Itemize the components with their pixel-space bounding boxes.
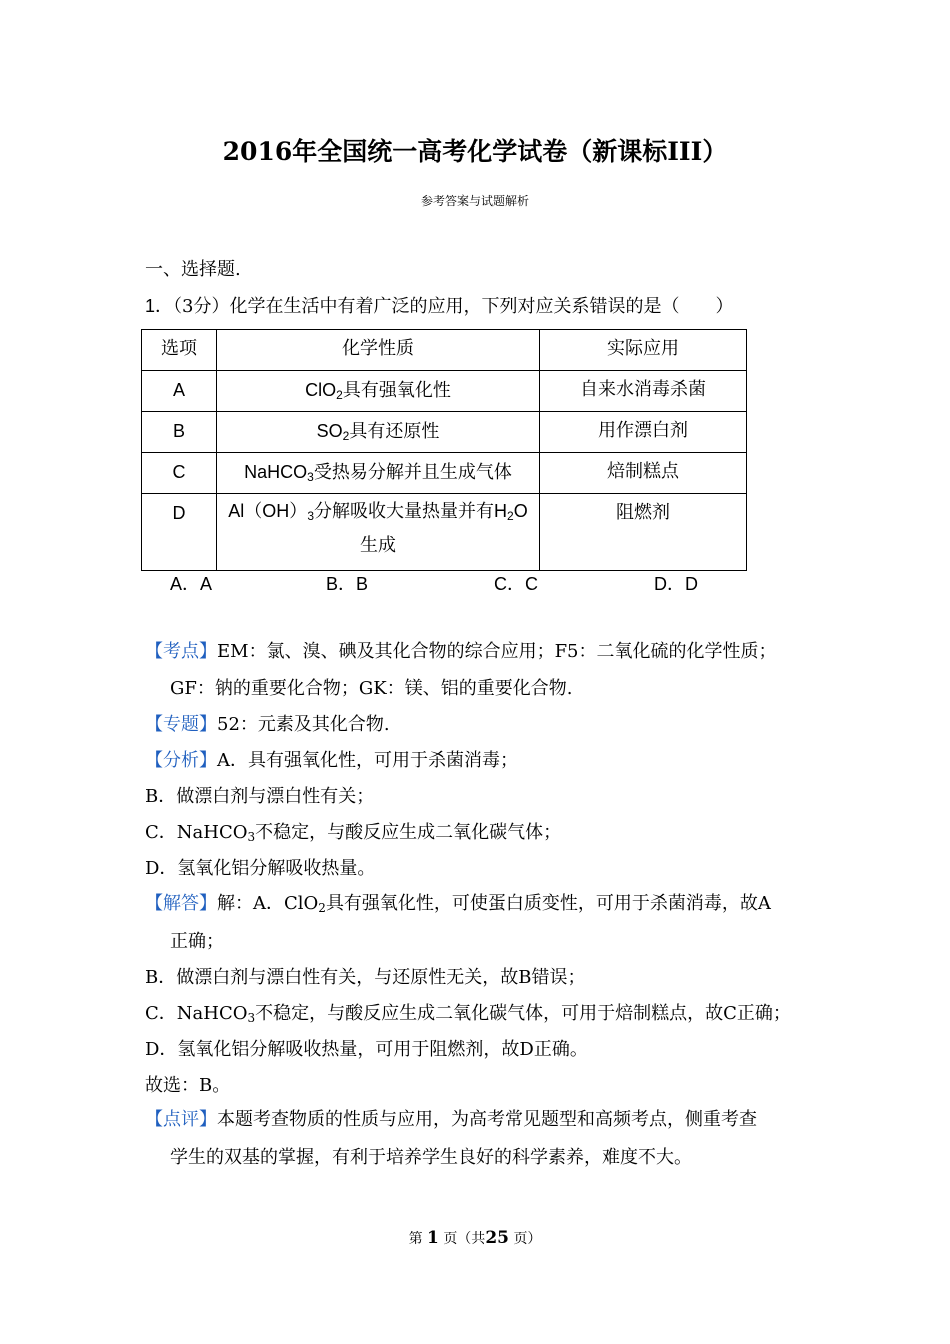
fenxi-label: 【分析】 [145, 750, 217, 771]
jieda-line-3: C．NaHCO$_3$不稳定，与酸反应生成二氧化碳气体，可用于焙制糕点，故C正确； [145, 1003, 791, 1025]
table-row [142, 412, 747, 453]
options-table [141, 329, 747, 571]
dianping-line-1: 【点评】本题考查物质的性质与应用，为高考常见题型和高频考点，侧重考查 [145, 1109, 757, 1130]
fenxi-line-1: 【分析】A．具有强氧化性，可用于杀菌消毒； [145, 750, 518, 771]
jieda-line-1: 【解答】解：A．ClO$_2$具有强氧化性，可使蛋白质变性，可用于杀菌消毒，故A [145, 893, 771, 915]
zhuanti-label: 【专题】 [145, 714, 217, 735]
fenxi-line-4: D．氢氧化铝分解吸收热量。 [145, 858, 376, 879]
table-header-cell: 选项 [142, 330, 217, 371]
choice-a: A．A [170, 574, 213, 594]
fenxi-line-2: B．做漂白剂与漂白性有关； [145, 786, 375, 807]
question-number: 1． [145, 296, 174, 316]
document-title: 2016年全国统一高考化学试卷（新课标III） [222, 137, 728, 166]
dianping-line-2: 学生的双基的掌握，有利于培养学生良好的科学素养，难度不大。 [170, 1147, 692, 1168]
choice-c: C．C [494, 574, 538, 594]
table-row [142, 371, 747, 412]
table-header-cell: 化学性质 [217, 330, 540, 371]
table-cell-option: B [142, 412, 217, 453]
document-subtitle: 参考答案与试题解析 [420, 194, 529, 208]
choice-b: B．B [326, 574, 369, 594]
table-row [142, 494, 747, 571]
jieda-line-1b: 正确； [170, 931, 224, 952]
table-cell-property: NaHCO$_3$受热易分解并且生成气体 [217, 453, 540, 494]
answer-line: 故选：B。 [145, 1075, 231, 1096]
jieda-line-4: D．氢氧化铝分解吸收热量，可用于阻燃剂，故D正确。 [145, 1039, 588, 1060]
kaodian-label: 【考点】 [145, 641, 217, 662]
table-cell-option: D [142, 494, 217, 571]
kaodian-line-2: GF：钠的重要化合物；GK：镁、铝的重要化合物. [170, 678, 573, 699]
page-footer: 第 1 页（共25 页） [408, 1228, 542, 1248]
table-header-row [142, 330, 747, 371]
table-header-cell: 实际应用 [540, 330, 747, 371]
table-cell-property: ClO$_2$具有强氧化性 [217, 371, 540, 412]
table-row [142, 453, 747, 494]
table-cell-option: A [142, 371, 217, 412]
zhuanti-line: 【专题】52：元素及其化合物. [145, 714, 390, 735]
page-total: 25 [485, 1228, 509, 1248]
question-text: （3分）化学在生活中有着广泛的应用，下列对应关系错误的是（ ） [173, 296, 734, 317]
table-cell-option: C [142, 453, 217, 494]
question-stem [145, 294, 733, 319]
page-number: 1 [427, 1228, 439, 1248]
jieda-label: 【解答】 [145, 893, 217, 914]
section-heading: 一、选择题. [145, 259, 241, 280]
table-cell-use: 阻燃剂 [540, 494, 747, 571]
jieda-line-2: B．做漂白剂与漂白性有关，与还原性无关，故B错误； [145, 967, 586, 988]
table-cell-use: 自来水消毒杀菌 [540, 371, 747, 412]
fenxi-line-3: C．NaHCO$_3$不稳定，与酸反应生成二氧化碳气体； [145, 822, 562, 844]
kaodian-line-1: 【考点】EM：氯、溴、碘及其化合物的综合应用；F5：二氧化硫的化学性质； [145, 641, 777, 662]
dianping-label: 【点评】 [145, 1109, 217, 1130]
table-cell-property: $SO_2$具有还原性 [217, 412, 540, 453]
table-cell-use: 焙制糕点 [540, 453, 747, 494]
table-cell-property: $Al(OH)_3$分解吸收大量热量并有$H_2O$ 生成 [217, 494, 540, 571]
choice-d: D．D [654, 574, 698, 594]
table-cell-use: 用作漂白剂 [540, 412, 747, 453]
